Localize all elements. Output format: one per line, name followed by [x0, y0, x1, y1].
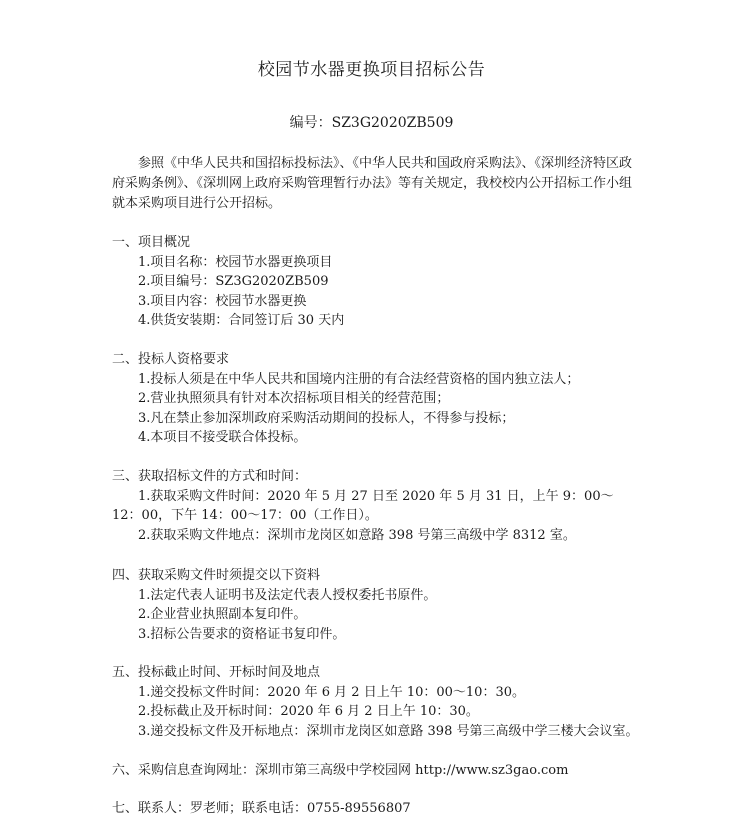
section-heading: 五、投标截止时间、开标时间及地点 — [112, 665, 321, 680]
section-contact: 七、联系人：罗老师；联系电话：0755-89556807 — [112, 801, 411, 816]
list-item: 2.投标截止及开标时间：2020 年 6 月 2 日上午 10：30。 — [138, 704, 479, 719]
section-deadline-opening — [112, 663, 642, 741]
section-required-materials — [112, 566, 642, 644]
section-heading: 一、项目概况 — [112, 235, 191, 250]
list-item: 2.营业执照须具有针对本次招标项目相关的经营范围； — [138, 391, 450, 406]
list-item: 2.项目编号：SZ3G2020ZB509 — [138, 274, 329, 289]
section-obtain-documents — [112, 467, 642, 545]
list-item: 4.供货安装期：合同签订后 30 天内 — [138, 313, 345, 328]
list-item: 1.法定代表人证明书及法定代表人授权委托书原件。 — [138, 587, 437, 603]
document-number: 编号：SZ3G2020ZB509 — [289, 115, 454, 131]
section-heading: 二、投标人资格要求 — [112, 352, 230, 367]
section-bidder-qualifications — [112, 350, 642, 448]
list-item: 1.项目名称：校园节水器更换项目 — [138, 254, 333, 270]
document-title: 校园节水器更换项目招标公告 — [257, 60, 486, 80]
list-item: 1.获取采购文件时间：2020 年 5 月 27 日至 2020 年 5 月 31 日，上午 9：00～12：00，下午 14：00～17：00（工作日）。 — [112, 488, 614, 523]
list-item: 3.招标公告要求的资格证书复印件。 — [138, 626, 346, 642]
list-item: 2.获取采购文件地点：深圳市龙岗区如意路 398 号第三高级中学 8312 室。 — [138, 527, 576, 543]
list-item: 2.企业营业执照副本复印件。 — [138, 607, 307, 622]
list-item: 1.投标人须是在中华人民共和国境内注册的有合法经营资格的国内独立法人； — [138, 371, 580, 387]
list-item: 3.凡在禁止参加深圳政府采购活动期间的投标人，不得参与投标； — [138, 410, 515, 426]
list-item: 1.递交投标文件时间：2020 年 6 月 2 日上午 10：00～10：30。 — [138, 684, 525, 700]
intro-paragraph: 参照《中华人民共和国招标投标法》、《中华人民共和国政府采购法》、《深圳经济特区政府采购条例》、《深圳网上政府采购管理暂行办法》等有关规定，我校校内公开招标工作小组就本采购项目进行公开招标。 — [112, 156, 633, 211]
section-info-website: 六、采购信息查询网址：深圳市第三高级中学校园网 http://www.sz3gao.com — [112, 763, 569, 778]
section-heading: 四、获取采购文件时须提交以下资料 — [112, 568, 321, 583]
section-heading: 三、获取招标文件的方式和时间： — [112, 469, 308, 484]
list-item: 3.项目内容：校园节水器更换 — [138, 293, 307, 309]
list-item: 4.本项目不接受联合体投标。 — [138, 430, 307, 445]
list-item: 3.递交投标文件及开标地点：深圳市龙岗区如意路 398 号第三高级中学三楼大会议室。 — [138, 723, 639, 739]
section-project-overview — [112, 233, 642, 331]
